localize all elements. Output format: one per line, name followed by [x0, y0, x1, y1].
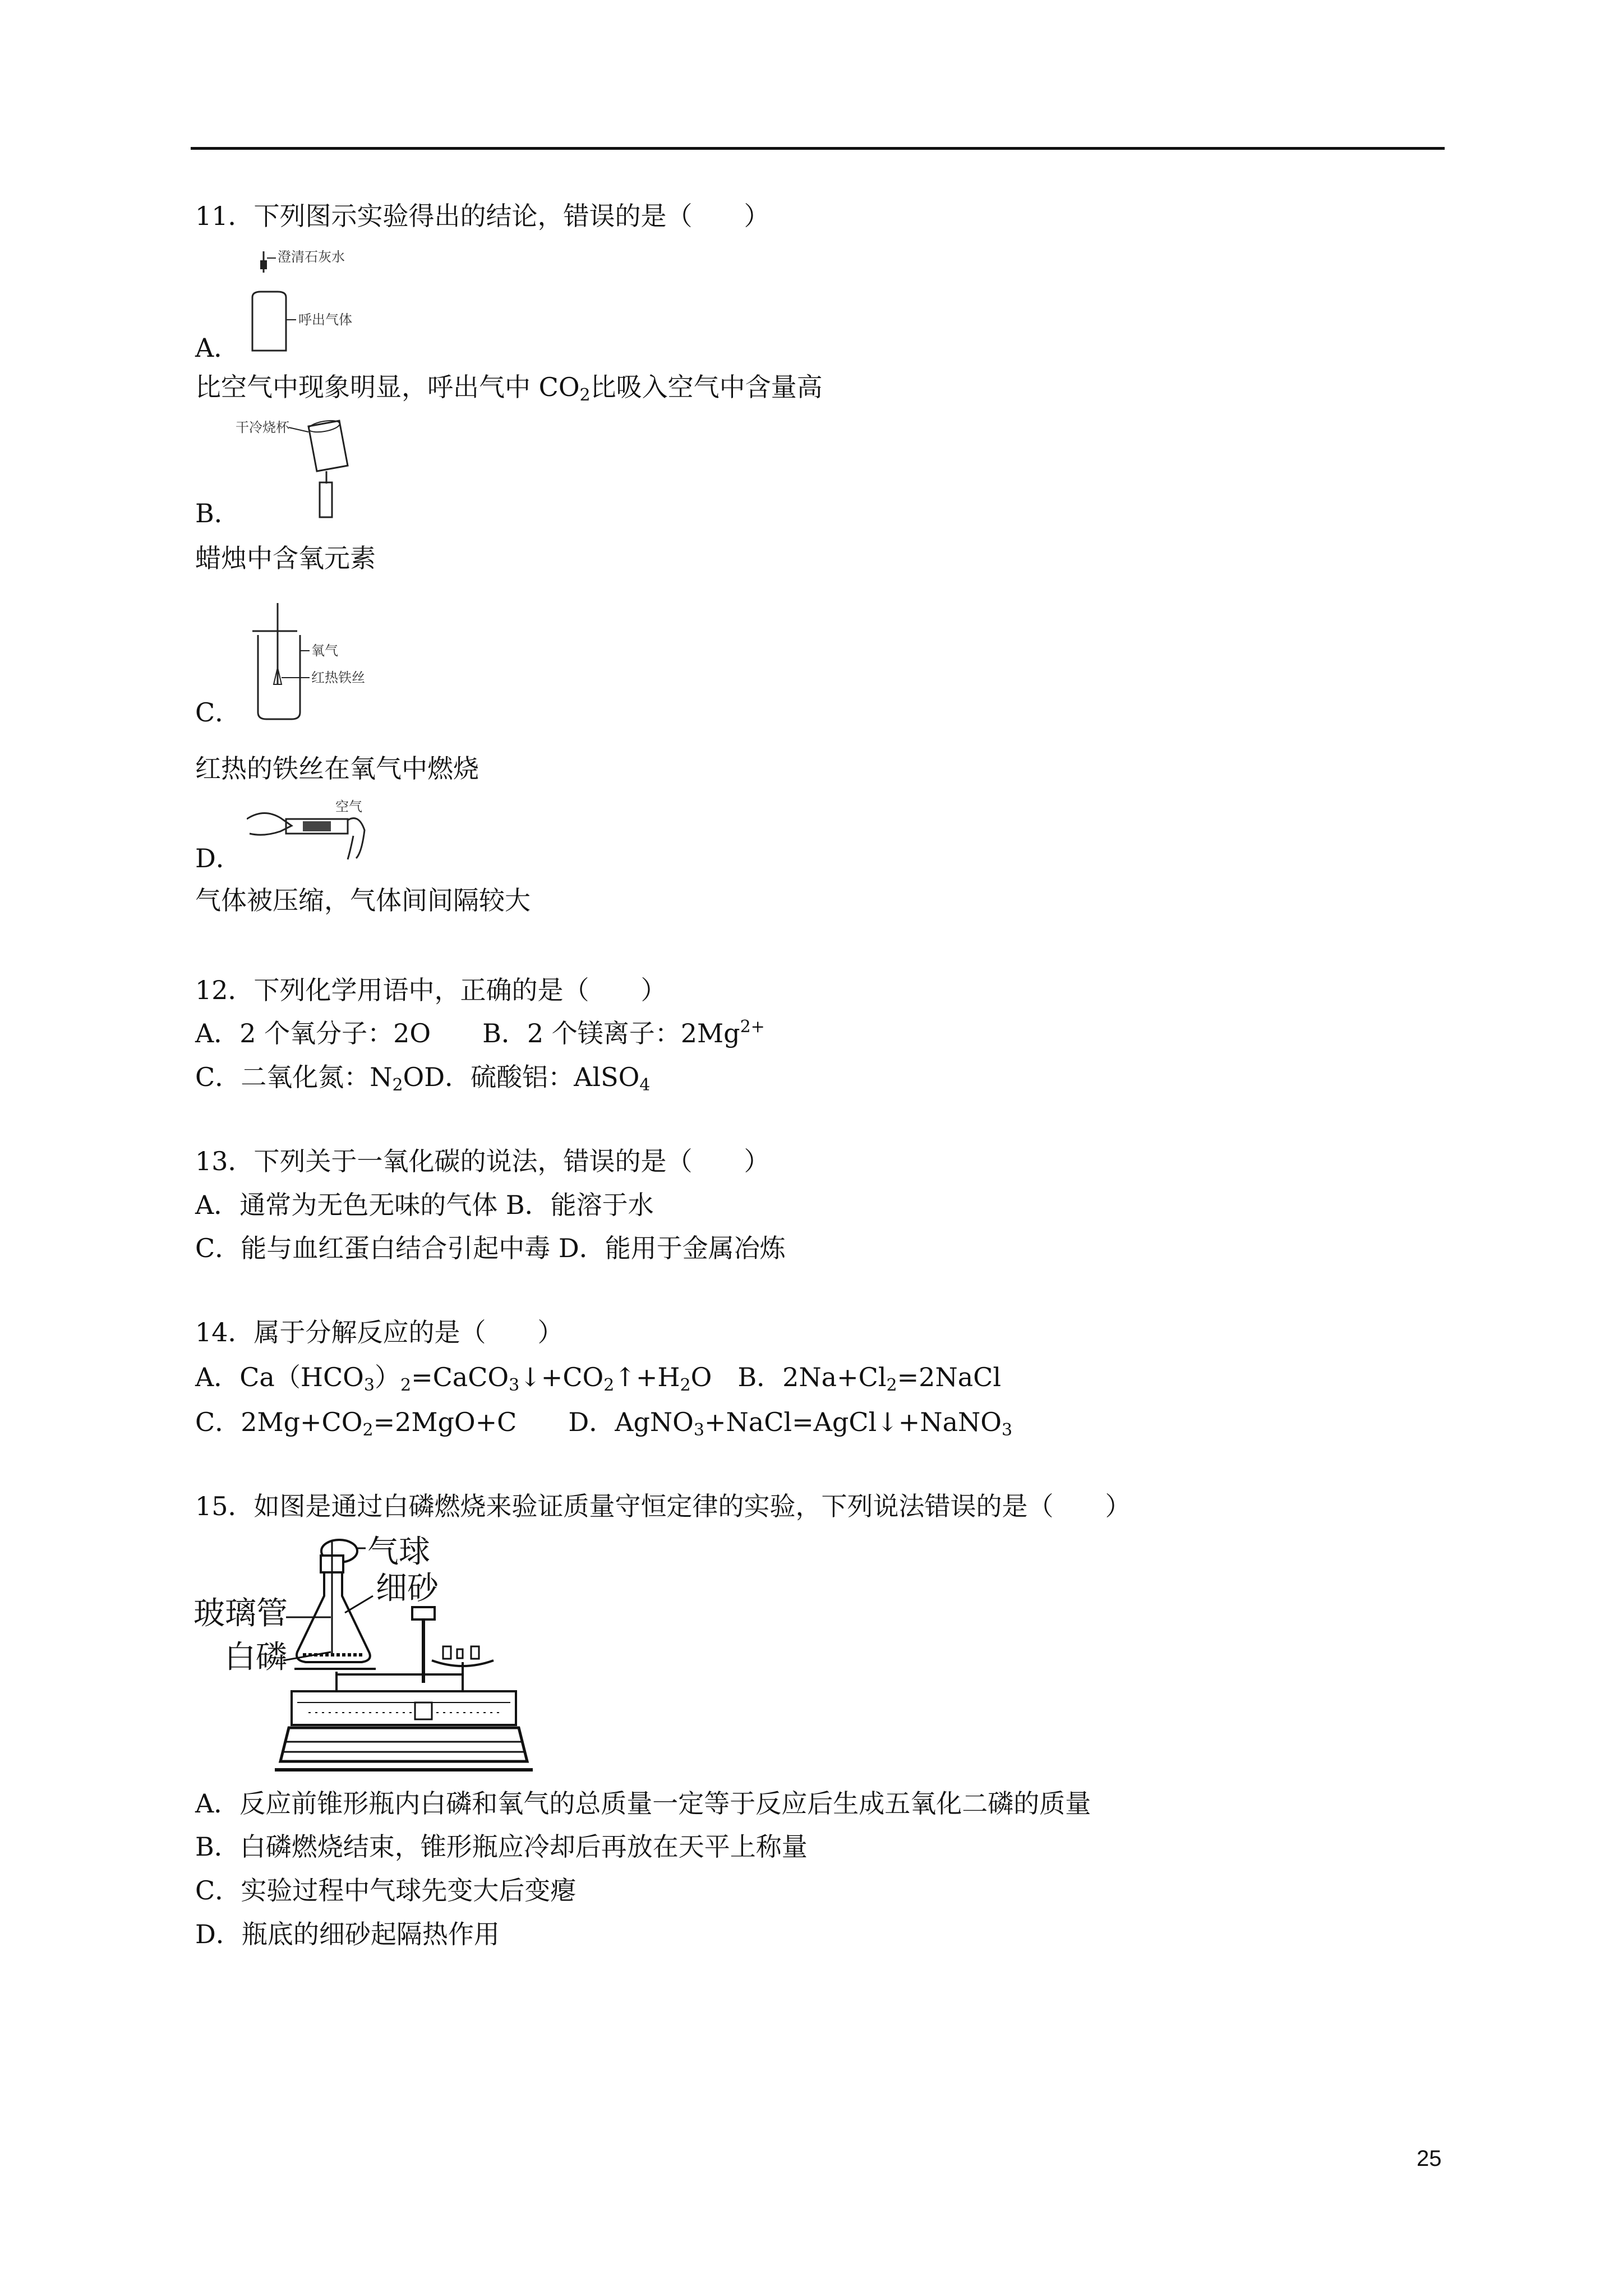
q15-label-balloon: 气球 — [367, 1534, 430, 1570]
q11-d-label: D． — [195, 843, 242, 873]
q15-stem: 15．如图是通过白磷燃烧来验证质量守恒定律的实验，下列说法错误的是（ ） — [195, 1491, 1131, 1521]
q11-b-label-beaker: 干冷烧杯 — [236, 420, 289, 435]
q14-options-ab: A．$Ca(HCO_3)_2=CaCO_3↓+CO_2↑+H_2O$ B．$2Na+Cl_2=2NaCl$ — [195, 1362, 1002, 1395]
q11-stem: 11．下列图示实验得出的结论，错误的是（ ） — [195, 201, 770, 231]
q13-options-ab: A．通常为无色无味的气体 B．能溶于水 — [195, 1190, 654, 1220]
q15-label-tube: 玻璃管 — [193, 1595, 288, 1632]
q15-option-c: C．实验过程中气球先变大后变瘪 — [195, 1875, 577, 1906]
q15-option-d: D．瓶底的细砂起隔热作用 — [195, 1919, 500, 1949]
q14-options-cd: C．$2Mg+CO_2=2MgO+C$ D．AgNO$_3$+NaCl=AgCl↓+NaNO$_3$ — [195, 1407, 1013, 1440]
q11-figure-c — [236, 600, 387, 724]
q14-stem: 14．属于分解反应的是（ ） — [195, 1317, 564, 1347]
header-rule — [191, 147, 1445, 150]
q11-b-text: 蜡烛中含氧元素 — [195, 543, 376, 573]
q11-a-label-limewater: 澄清石灰水 — [278, 249, 345, 265]
q12-options-cd: C．二氧化氮：$N_2OD$．硫酸铝：AlSO$_4$ — [195, 1062, 651, 1095]
q11-c-label: C． — [195, 697, 241, 728]
q15-option-b: B．白磷燃烧结束，锥形瓶应冷却后再放在天平上称量 — [195, 1832, 808, 1862]
q15-option-a: A．反应前锥形瓶内白磷和氧气的总质量一定等于反应后生成五氧化二磷的质量 — [195, 1788, 1091, 1819]
q15-label-phosphorus: 白磷 — [224, 1639, 287, 1676]
q11-d-label-air: 空气 — [335, 799, 362, 815]
q15-label-sand: 细砂 — [376, 1570, 439, 1607]
q11-a-label-exhaled: 呼出气体 — [298, 312, 352, 328]
q11-figure-a — [247, 247, 393, 359]
q11-d-text: 气体被压缩，气体间间隔较大 — [195, 885, 531, 915]
q11-b-label: B． — [195, 498, 240, 528]
q11-c-text: 红热的铁丝在氧气中燃烧 — [195, 753, 479, 784]
q11-a-text: 比空气中现象明显，呼出气中 $CO_2$比吸入空气中含量高 — [195, 372, 823, 405]
q12-stem: 12．下列化学用语中，正确的是（ ） — [195, 975, 667, 1005]
q13-stem: 13．下列关于一氧化碳的说法，错误的是（ ） — [195, 1146, 770, 1176]
q13-options-cd: C．能与血红蛋白结合引起中毒 D．能用于金属冶炼 — [195, 1233, 786, 1263]
page-number: 25 — [1417, 2146, 1442, 2171]
q12-options-ab: A．2 个氧分子：2O B．2 个镁离子：$2Mg^{2+}$ — [195, 1017, 765, 1048]
q15-figure-balance — [191, 1534, 550, 1781]
q11-c-label-iron: 红热铁丝 — [311, 670, 365, 685]
q11-figure-b — [236, 415, 370, 522]
q11-figure-d — [247, 797, 381, 869]
q11-c-label-oxygen: 氧气 — [311, 643, 338, 659]
q11-a-label: A． — [195, 333, 240, 363]
